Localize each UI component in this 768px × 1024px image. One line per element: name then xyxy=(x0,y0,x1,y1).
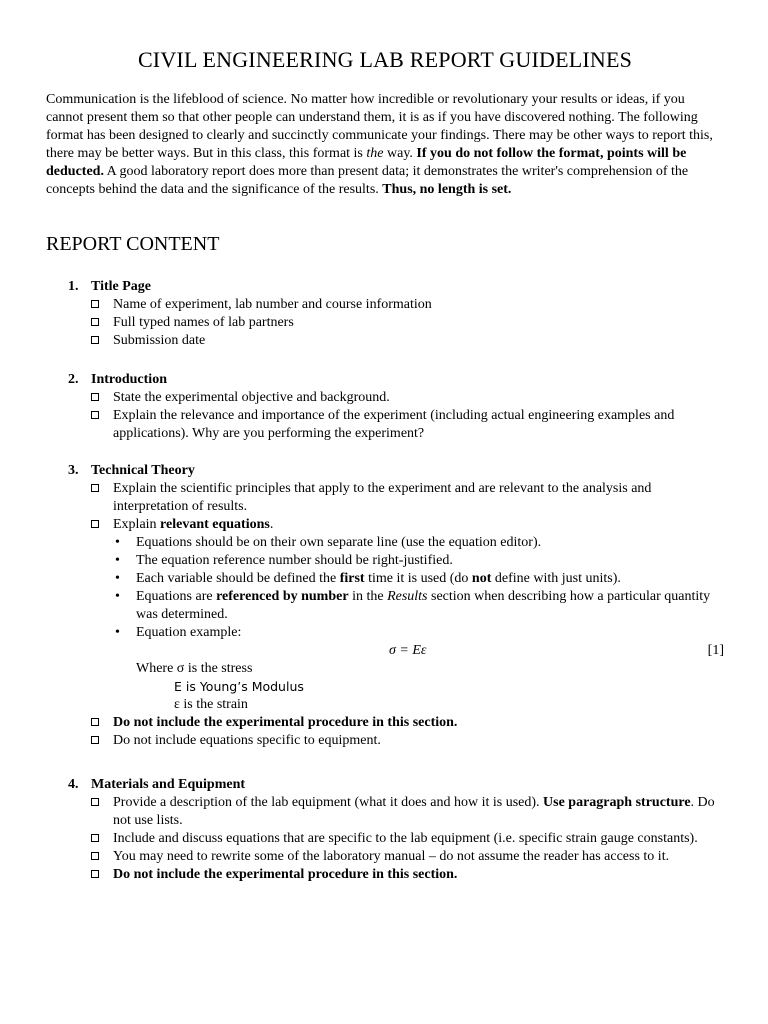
report-content-heading: REPORT CONTENT xyxy=(46,233,220,255)
bullet-icon: • xyxy=(115,589,120,604)
checklist-item: You may need to rewrite some of the laboratory manual – do not assume the reader has access to it. xyxy=(46,848,724,866)
section-materials-equipment: 4. Materials and Equipment Provide a description of the lab equipment (what it does and how it is used). Use paragraph structure. Do not use lists. Include and discuss equations that are specific to the lab equipment (i.e. specific strain gauge constants). You may need to rewrite some of the laboratory manual – do not assume the reader has access to it. Do not include the experimental procedure in this section. xyxy=(46,776,724,884)
variable-definition: ε is the strain xyxy=(174,697,248,712)
checkbox-icon xyxy=(91,870,99,878)
checklist-item: State the experimental objective and background. xyxy=(46,389,724,407)
checkbox-icon xyxy=(91,411,99,419)
section-title-page: 1. Title Page Name of experiment, lab number and course information Full typed names of lab partners Submission date xyxy=(46,278,724,350)
variable-definition: Where σ is the stress xyxy=(136,661,253,676)
checkbox-icon xyxy=(91,300,99,308)
checklist-item: Explain the scientific principles that apply to the experiment and are relevant to the analysis and interpretation of results. xyxy=(46,480,724,516)
variable-definition: E is Young’s Modulus xyxy=(174,679,304,694)
document-title: CIVIL ENGINEERING LAB REPORT GUIDELINES xyxy=(137,47,633,72)
section-heading: Introduction xyxy=(91,372,167,387)
bullet-icon: • xyxy=(115,571,120,586)
section-introduction: 2. Introduction State the experimental objective and background. Explain the relevance and importance of the experiment (including actual engineering examples and applications). Why are you performing the experiment? xyxy=(46,371,724,443)
checklist-item: Submission date xyxy=(46,332,724,350)
bullet-icon: • xyxy=(115,535,120,550)
intro-paragraph: Communication is the lifeblood of science. No matter how incredible or revolutionary your results or ideas, if you cannot present them so that other people can understand them, it is as if you have discovered nothing. The following format has been designed to clearly and succinctly communicate your findings. There may be other ways to report this, there may be better ways. But in this class, this format is the way. If you do not follow the format, points will be deducted. A good laboratory report does more than present data; it demonstrates the writer's comprehension of the concepts behind the data and the significance of the results. Thus, no length is set. xyxy=(46,92,713,197)
checklist-item: Do not include equations specific to equipment. xyxy=(46,732,724,750)
bullet-item: • The equation reference number should be right-justified. xyxy=(115,553,453,568)
equation-reference: [1] xyxy=(707,643,724,658)
equation: σ = Eε xyxy=(389,643,427,658)
checkbox-icon xyxy=(91,834,99,842)
checklist-item: Explain relevant equations. xyxy=(46,516,724,534)
checkbox-icon xyxy=(91,484,99,492)
checklist-item: Include and discuss equations that are specific to the lab equipment (i.e. specific strain gauge constants). xyxy=(46,830,724,848)
checkbox-icon xyxy=(91,393,99,401)
equation-row xyxy=(46,642,724,660)
checkbox-icon xyxy=(91,520,99,528)
checklist-item: Full typed names of lab partners xyxy=(46,314,724,332)
checklist-item: Name of experiment, lab number and course information xyxy=(46,296,724,314)
section-heading: Title Page xyxy=(91,279,152,294)
bullet-icon: • xyxy=(115,553,120,568)
checkbox-icon xyxy=(91,318,99,326)
checklist-item: Explain the relevance and importance of the experiment (including actual engineering examples and applications). Why are you performing the experiment? xyxy=(46,407,724,443)
checklist-item: Do not include the experimental procedure in this section. xyxy=(46,714,724,732)
checkbox-icon xyxy=(91,798,99,806)
bullet-item: • Equations should be on their own separate line (use the equation editor). xyxy=(115,535,542,550)
section-heading: Technical Theory xyxy=(91,463,195,478)
checkbox-icon xyxy=(91,336,99,344)
bullet-item: • Each variable should be defined the first time it is used (do not define with just units). xyxy=(115,571,621,586)
checkbox-icon xyxy=(91,736,99,744)
checkbox-icon xyxy=(91,852,99,860)
bullet-item: • Equation example: xyxy=(115,625,242,640)
bullet-item: • Equations are referenced by number in the Results section when describing how a particular quantity was determined. xyxy=(115,589,711,622)
section-heading: Materials and Equipment xyxy=(91,777,246,792)
section-technical-theory: 3. Technical Theory Explain the scientific principles that apply to the experiment and are relevant to the analysis and interpretation of results. Explain relevant equations. • Equations should be on their own separate line (use the equation editor). • The equation reference number should be right-justified. • Each variable should be defined the first time it is used (do not define with just units). • Equations are referenced by number in the Results section when describing how a particular quantity was determined. • Equation example: σ = Eε [1] Where σ is the stress E is Young’s Modulus ε is the strain Do not include the experimental procedure in this section. Do not include equations specific to equipment. xyxy=(46,462,724,750)
bullet-icon: • xyxy=(115,625,120,640)
checkbox-icon xyxy=(91,718,99,726)
checklist-item: Do not include the experimental procedure in this section. xyxy=(46,866,724,884)
checklist-item: Provide a description of the lab equipment (what it does and how it is used). Use paragraph structure. Do not use lists. xyxy=(46,794,724,830)
